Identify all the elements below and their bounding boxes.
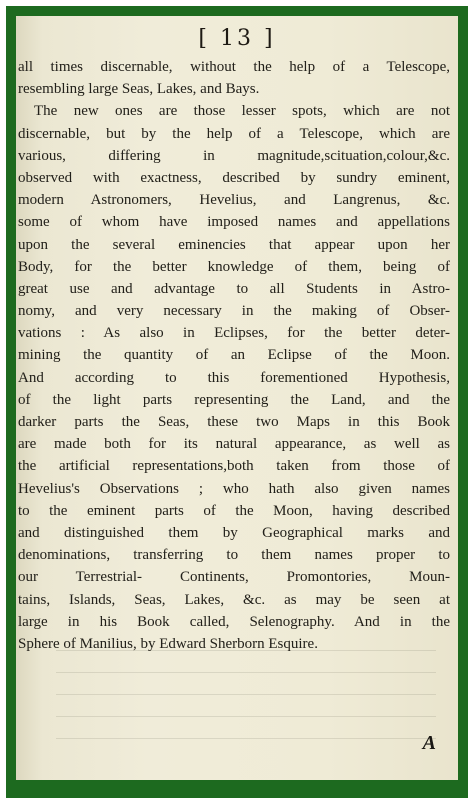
text-line: Sphere of Manilius, by Edward Sherborn Esquire.: [18, 635, 318, 652]
text-line: Hevelius's Observations ; who hath also given names: [18, 480, 450, 497]
text-line: upon the several eminencies that appear upon her: [18, 236, 450, 253]
text-line: nomy, and very necessary in the making of Obser-: [18, 303, 450, 320]
text-line: mining the quantity of an Eclipse of the Moon.: [18, 347, 450, 364]
body-text: [18, 56, 450, 655]
text-line: observed with exactness, described by sundry eminent,: [18, 169, 450, 186]
text-line: vations : As also in Eclipses, for the better deter-: [18, 325, 450, 342]
text-line: various, differing in magnitude,scituation,colour,&c.: [18, 147, 450, 164]
text-line: large in his Book called, Selenography. And in the: [18, 613, 450, 630]
show-through-table-lines: [56, 646, 436, 756]
text-line: denominations, transferring to them names proper to: [18, 547, 450, 564]
text-line: of the light parts representing the Land, and the: [18, 391, 450, 408]
text-line: our Terrestrial- Continents, Promontories, Moun-: [18, 569, 450, 586]
page-number: [ 13 ]: [198, 26, 276, 51]
text-line: to the eminent parts of the Moon, having described: [18, 502, 450, 519]
text-line: great use and advantage to all Students in Astro-: [18, 280, 450, 297]
text-line: discernable, but by the help of a Telescope, which are: [18, 125, 450, 142]
text-line: the artificial representations,both taken from those of: [18, 458, 450, 475]
text-line: are made both for its natural appearance, as well as: [18, 436, 450, 453]
book-page: [16, 16, 458, 780]
text-line: all times discernable, without the help of a Telescope,: [18, 59, 450, 75]
text-line: tains, Islands, Seas, Lakes, &c. as may be seen at: [18, 591, 450, 608]
text-line: Body, for the better knowledge of them, being of: [18, 258, 450, 275]
text-line: modern Astronomers, Hevelius, and Langrenus, &c.: [18, 192, 450, 209]
text-line: and distinguished them by Geographical marks and: [18, 524, 450, 541]
text-line: The new ones are those lesser spots, which are not: [34, 103, 450, 120]
text-line: resembling large Seas, Lakes, and Bays.: [18, 81, 260, 98]
catchword: A: [422, 732, 436, 754]
text-line: darker parts the Seas, these two Maps in this Book: [18, 414, 450, 430]
text-line: some of whom have imposed names and appellations: [18, 214, 450, 231]
text-line: And according to this forementioned Hypothesis,: [18, 369, 450, 386]
